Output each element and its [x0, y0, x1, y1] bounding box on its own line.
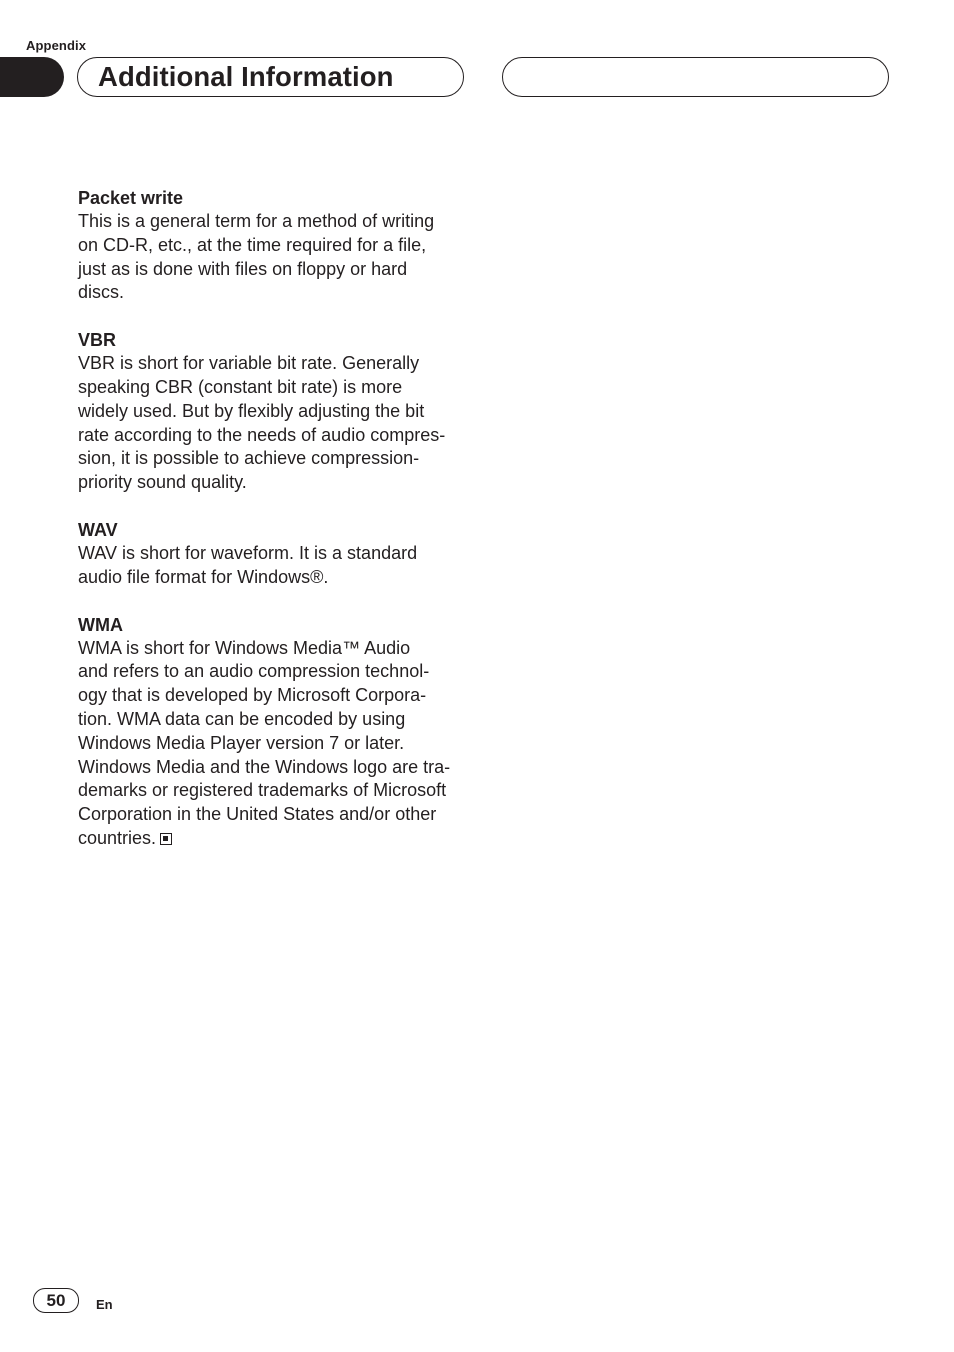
text-line: Windows Media and the Windows logo are tra- — [78, 756, 451, 777]
text-line: just as is done with files on floppy or hard — [78, 258, 408, 279]
page-number: 50 — [33, 1288, 79, 1313]
entry-term: VBR — [78, 330, 117, 351]
text-line: Windows Media Player version 7 or later. — [78, 732, 405, 753]
glossary-entry-packet-write — [78, 186, 473, 305]
text-line: priority sound quality. — [78, 472, 247, 493]
text-line: demarks or registered trademarks of Microsoft — [78, 780, 447, 801]
text-line: and refers to an audio compression technol- — [78, 661, 430, 682]
text-line: This is a general term for a method of writing — [78, 211, 435, 231]
section-label: Appendix — [26, 38, 87, 53]
page-title: Additional Information — [98, 61, 394, 92]
text-line: on CD-R, etc., at the time required for a file, — [78, 234, 427, 255]
text-line: audio file format for Windows®. — [78, 566, 329, 587]
end-of-section-icon — [160, 833, 172, 845]
entry-description — [78, 542, 473, 590]
section-tab-marker — [0, 57, 64, 97]
entry-term: WAV — [78, 519, 118, 540]
entry-description — [78, 352, 473, 495]
glossary-entry-wma — [78, 613, 473, 851]
text-line: WMA is short for Windows Media™ Audio — [78, 637, 411, 658]
entry-description — [78, 637, 473, 851]
text-line: VBR is short for variable bit rate. Generally — [78, 353, 420, 374]
text-line: tion. WMA data can be encoded by using — [78, 708, 406, 729]
glossary-entry-wav — [78, 518, 473, 590]
glossary-content — [78, 186, 473, 874]
language-label: En — [96, 1297, 113, 1312]
text-line-last — [78, 827, 473, 851]
text-line: countries. — [78, 827, 157, 848]
text-line: rate according to the needs of audio compres- — [78, 424, 446, 445]
entry-term: Packet write — [78, 188, 184, 208]
entry-term: WMA — [78, 614, 123, 635]
glossary-entry-vbr — [78, 328, 473, 495]
text-line: Corporation in the United States and/or other — [78, 804, 437, 825]
text-line: discs. — [78, 282, 125, 303]
empty-header-box — [502, 57, 889, 97]
text-line: WAV is short for waveform. It is a standard — [78, 542, 418, 563]
text-line: widely used. But by flexibly adjusting the bit — [78, 400, 425, 421]
entry-description — [78, 210, 473, 305]
text-line: ogy that is developed by Microsoft Corpora- — [78, 685, 427, 706]
title-box — [77, 57, 464, 97]
text-line: sion, it is possible to achieve compression- — [78, 448, 420, 469]
text-line: speaking CBR (constant bit rate) is more — [78, 376, 403, 397]
